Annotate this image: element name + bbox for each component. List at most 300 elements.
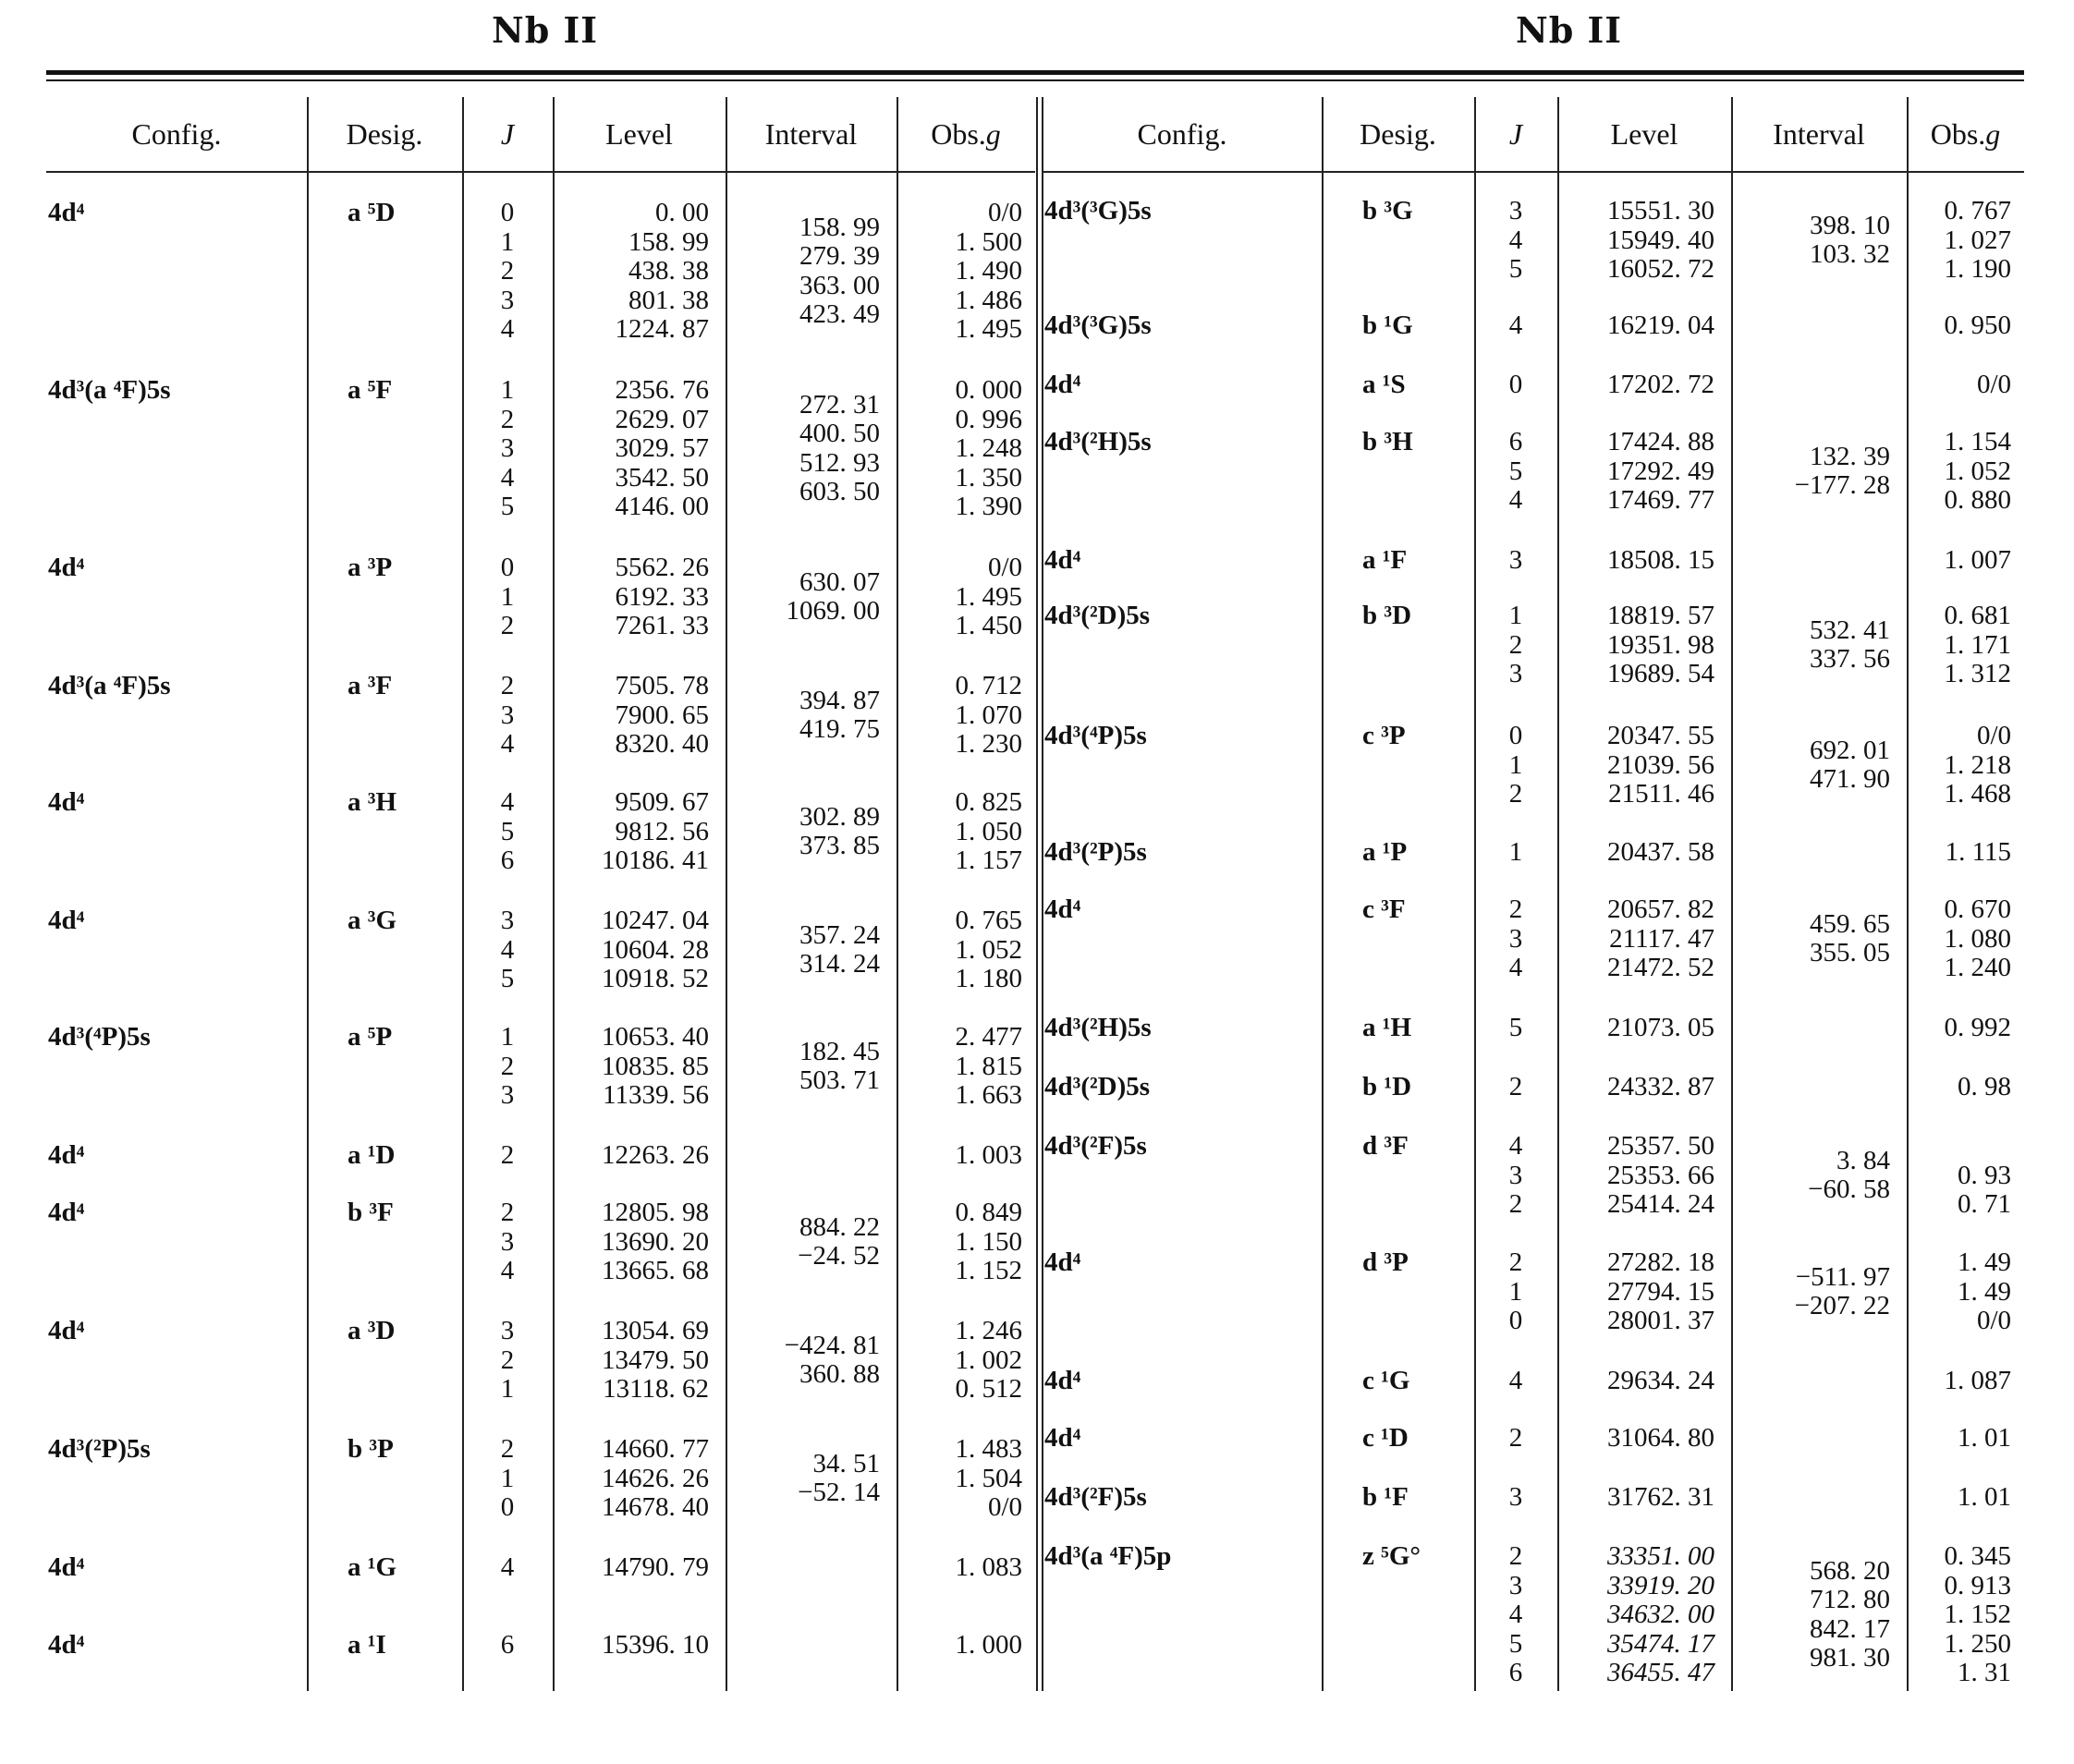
header-rule: [46, 171, 1035, 173]
obs-g-value: 1. 087: [1944, 1366, 2011, 1395]
interval-value: −24. 52: [798, 1241, 880, 1271]
designation-cell: a ¹D: [348, 1140, 396, 1170]
obs-g-value: 1. 486: [955, 285, 1022, 315]
j-value: 5: [1508, 254, 1523, 284]
level-value: 11339. 56: [603, 1080, 709, 1110]
j-value: 3: [1508, 923, 1523, 954]
interval-value: 279. 39: [799, 241, 880, 272]
level-value: 10247. 04: [602, 906, 709, 935]
config-cell: 4d⁴: [48, 1316, 85, 1345]
right-table-title: Nb II: [1516, 9, 1623, 51]
level-value: 31762. 31: [1607, 1482, 1714, 1512]
j-value: 3: [1508, 1160, 1523, 1190]
interval-value: 503. 71: [799, 1065, 880, 1096]
interval-value: 419. 75: [799, 714, 880, 745]
interval-value: −511. 97: [1795, 1261, 1890, 1292]
interval-value: 1069. 00: [786, 596, 880, 627]
designation-cell: d ³P: [1362, 1247, 1409, 1277]
level-value: 16219. 04: [1607, 310, 1714, 340]
obs-g-value: 1. 495: [955, 314, 1022, 344]
obs-g-value: 0/0: [987, 1492, 1022, 1522]
designation-cell: b ¹D: [1362, 1072, 1412, 1101]
j-value: 6: [500, 846, 515, 875]
column-header-j: J: [500, 116, 515, 151]
obs-g-value: 1. 007: [1944, 545, 2011, 575]
level-value: 19689. 54: [1607, 659, 1714, 688]
column-header-config: Config.: [1137, 116, 1227, 151]
interval-value: −60. 58: [1808, 1174, 1890, 1205]
level-value: 4146. 00: [615, 492, 709, 521]
j-value: 3: [500, 285, 515, 315]
designation-cell: a ³D: [348, 1316, 396, 1345]
j-value: 0: [1508, 721, 1523, 750]
level-value: 20347. 55: [1607, 721, 1714, 750]
j-value: 4: [500, 1256, 515, 1285]
level-value: 13690. 20: [602, 1226, 709, 1257]
j-value: 4: [500, 462, 515, 493]
level-value: 16052. 72: [1607, 254, 1714, 284]
j-value: 1: [1508, 837, 1523, 867]
config-cell: 4d⁴: [1044, 545, 1081, 575]
level-value: 21073. 05: [1607, 1013, 1714, 1042]
interval-value: 398. 10: [1810, 210, 1890, 240]
obs-g-value: 0. 712: [955, 671, 1022, 700]
level-value: 2629. 07: [615, 404, 709, 434]
j-value: 2: [1508, 1072, 1523, 1101]
obs-g-value: 0/0: [987, 198, 1022, 227]
level-value: 33919. 20: [1607, 1570, 1714, 1600]
j-value: 4: [500, 787, 515, 817]
j-value: 1: [1508, 749, 1523, 780]
interval-value: 302. 89: [799, 801, 880, 832]
level-value: 15396. 10: [602, 1630, 709, 1660]
column-header-level: Level: [1610, 116, 1678, 151]
level-value: 10604. 28: [602, 934, 709, 965]
obs-g-value: 1. 31: [1958, 1658, 2011, 1687]
obs-g-value: 1. 312: [1944, 659, 2011, 688]
config-cell: 4d⁴: [48, 1140, 85, 1170]
j-value: 4: [1508, 953, 1523, 982]
level-value: 12263. 26: [602, 1140, 709, 1170]
designation-cell: b ³D: [1362, 601, 1412, 630]
obs-g-value: 0/0: [1976, 1306, 2011, 1335]
obs-g-value: 1. 171: [1944, 629, 2011, 660]
interval-value: 182. 45: [799, 1036, 880, 1066]
level-value: 15551. 30: [1607, 196, 1714, 225]
config-cell: 4d³(²P)5s: [48, 1434, 151, 1464]
level-value: 21039. 56: [1607, 749, 1714, 780]
interval-value: 884. 22: [799, 1211, 880, 1242]
obs-g-value: 1. 504: [955, 1463, 1022, 1493]
top-double-rule-thick: [46, 70, 2024, 75]
config-cell: 4d⁴: [1044, 370, 1081, 399]
config-cell: 4d⁴: [48, 1198, 85, 1227]
obs-g-value: 1. 490: [955, 256, 1022, 286]
j-value: 3: [1508, 1482, 1523, 1512]
config-cell: 4d³(²D)5s: [1044, 1072, 1151, 1101]
level-value: 17469. 77: [1607, 485, 1714, 515]
obs-g-value: 0. 681: [1944, 601, 2011, 630]
level-value: 29634. 24: [1607, 1366, 1714, 1395]
j-value: 5: [500, 492, 515, 521]
level-value: 31064. 80: [1607, 1423, 1714, 1453]
j-value: 2: [1508, 1423, 1523, 1453]
j-value: 2: [500, 404, 515, 434]
obs-g-value: 1. 390: [955, 492, 1022, 521]
level-value: 12805. 98: [602, 1198, 709, 1227]
j-value: 3: [1508, 1570, 1523, 1600]
obs-g-value: 1. 815: [955, 1051, 1022, 1081]
obs-g-value: 1. 663: [955, 1080, 1022, 1110]
designation-cell: c ¹D: [1362, 1423, 1409, 1453]
level-value: 15949. 40: [1607, 225, 1714, 255]
obs-g-value: 1. 154: [1944, 427, 2011, 456]
level-value: 17292. 49: [1607, 456, 1714, 486]
config-cell: 4d³(²P)5s: [1044, 837, 1147, 867]
obs-g-value: 1. 240: [1944, 953, 2011, 982]
j-value: 2: [1508, 1247, 1523, 1277]
obs-g-value: 0. 93: [1958, 1160, 2011, 1190]
obs-g-value: 0. 849: [955, 1198, 1022, 1227]
level-value: 13054. 69: [602, 1316, 709, 1345]
header-rule: [1043, 171, 2024, 173]
level-value: 801. 38: [628, 285, 709, 315]
interval-value: 568. 20: [1810, 1555, 1890, 1586]
config-cell: 4d⁴: [1044, 1366, 1081, 1395]
designation-cell: a ³H: [348, 787, 397, 817]
j-value: 0: [1508, 370, 1523, 399]
config-cell: 4d⁴: [1044, 1247, 1081, 1277]
interval-value: 603. 50: [799, 477, 880, 507]
obs-g-value: 1. 250: [1944, 1628, 2011, 1659]
level-value: 27794. 15: [1607, 1276, 1714, 1307]
level-value: 10835. 85: [602, 1051, 709, 1081]
obs-g-value: 0. 880: [1944, 485, 2011, 515]
config-cell: 4d⁴: [48, 906, 85, 935]
designation-cell: b ³P: [348, 1434, 394, 1464]
obs-g-value: 1. 052: [1944, 456, 2011, 486]
j-value: 4: [1508, 1131, 1523, 1161]
level-value: 21117. 47: [1609, 923, 1714, 954]
interval-value: 394. 87: [799, 685, 880, 715]
config-cell: 4d⁴: [48, 198, 85, 227]
config-cell: 4d³(²H)5s: [1044, 1013, 1152, 1042]
j-value: 2: [1508, 894, 1523, 924]
level-value: 13479. 50: [602, 1344, 709, 1375]
obs-g-value: 1. 157: [955, 846, 1022, 875]
designation-cell: a ³G: [348, 906, 397, 935]
column-divider: [307, 97, 309, 1691]
designation-cell: a ¹P: [1362, 837, 1408, 867]
obs-g-value: 1. 152: [1944, 1600, 2011, 1629]
j-value: 3: [1508, 659, 1523, 688]
designation-cell: a ¹H: [1362, 1013, 1412, 1042]
config-cell: 4d³(²H)5s: [1044, 427, 1152, 456]
obs-g-value: 0/0: [987, 553, 1022, 582]
column-divider: [1322, 97, 1324, 1691]
column-header-interval: Interval: [764, 116, 858, 151]
j-value: 5: [1508, 1628, 1523, 1659]
designation-cell: a ⁵P: [348, 1022, 393, 1052]
level-value: 25357. 50: [1607, 1131, 1714, 1161]
j-value: 5: [500, 964, 515, 993]
interval-value: 132. 39: [1810, 441, 1890, 471]
config-cell: 4d³(²F)5s: [1044, 1482, 1147, 1512]
designation-cell: c ³P: [1362, 721, 1406, 750]
j-value: 4: [1508, 485, 1523, 515]
j-value: 3: [500, 906, 515, 935]
interval-value: 459. 65: [1810, 908, 1890, 939]
j-value: 0: [500, 198, 515, 227]
interval-value: 981. 30: [1810, 1643, 1890, 1673]
j-value: 6: [1508, 1658, 1523, 1687]
interval-value: 34. 51: [812, 1448, 880, 1478]
interval-value: 400. 50: [799, 419, 880, 449]
j-value: 2: [500, 1198, 515, 1227]
level-value: 10653. 40: [602, 1022, 709, 1052]
column-header-obs-g: Obs. g: [1930, 116, 2001, 151]
level-value: 14678. 40: [602, 1492, 709, 1522]
level-value: 21472. 52: [1607, 953, 1714, 982]
level-value: 20657. 82: [1607, 894, 1714, 924]
center-divider-b: [1042, 97, 1043, 1691]
j-value: 2: [500, 1051, 515, 1081]
level-value: 14790. 79: [602, 1552, 709, 1582]
designation-cell: a ¹S: [1362, 370, 1406, 399]
right-table: [1043, 97, 2024, 1696]
interval-value: 712. 80: [1810, 1585, 1890, 1615]
interval-value: 360. 88: [799, 1359, 880, 1390]
obs-g-value: 1. 052: [955, 934, 1022, 965]
j-value: 4: [1508, 1600, 1523, 1629]
j-value: 3: [500, 433, 515, 463]
config-cell: 4d³(⁴P)5s: [48, 1022, 151, 1052]
j-value: 2: [1508, 1541, 1523, 1571]
obs-g-value: 0/0: [1976, 721, 2011, 750]
j-value: 4: [500, 729, 515, 759]
center-divider-a: [1036, 97, 1038, 1691]
column-header-interval: Interval: [1773, 116, 1865, 151]
level-value: 14660. 77: [602, 1434, 709, 1464]
obs-g-value: 1. 080: [1944, 923, 2011, 954]
level-value: 2356. 76: [615, 375, 709, 405]
interval-value: 337. 56: [1810, 644, 1890, 675]
obs-g-value: 1. 248: [955, 433, 1022, 463]
designation-cell: d ³F: [1362, 1131, 1409, 1161]
level-value: 17424. 88: [1607, 427, 1714, 456]
column-header-j: J: [1508, 116, 1523, 151]
obs-g-value: 1. 150: [955, 1226, 1022, 1257]
obs-g-value: 1. 483: [955, 1434, 1022, 1464]
level-value: 18508. 15: [1607, 545, 1714, 575]
obs-g-value: 0. 98: [1958, 1072, 2011, 1101]
left-table-title: Nb II: [492, 9, 599, 51]
obs-g-value: 0. 345: [1944, 1541, 2011, 1571]
column-header-config: Config.: [131, 116, 222, 151]
j-value: 2: [1508, 779, 1523, 809]
level-value: 27282. 18: [1607, 1247, 1714, 1277]
config-cell: 4d³(a ⁴F)5s: [48, 671, 171, 700]
obs-g-value: 0. 825: [955, 787, 1022, 817]
config-cell: 4d³(²F)5s: [1044, 1131, 1147, 1161]
j-value: 4: [500, 314, 515, 344]
designation-cell: b ³H: [1362, 427, 1413, 456]
obs-g-value: 1. 01: [1958, 1423, 2011, 1453]
designation-cell: b ¹F: [1362, 1482, 1409, 1512]
level-value: 13665. 68: [602, 1256, 709, 1285]
j-value: 3: [1508, 196, 1523, 225]
obs-g-value: 1. 000: [955, 1630, 1022, 1660]
designation-cell: c ³F: [1362, 894, 1406, 924]
interval-value: 692. 01: [1810, 735, 1890, 765]
config-cell: 4d⁴: [1044, 1423, 1081, 1453]
j-value: 3: [500, 1226, 515, 1257]
interval-value: 363. 00: [799, 270, 880, 300]
j-value: 1: [500, 581, 515, 612]
level-value: 17202. 72: [1607, 370, 1714, 399]
obs-g-value: 1. 083: [955, 1552, 1022, 1582]
level-value: 21511. 46: [1608, 779, 1714, 809]
obs-g-value: 0. 000: [955, 375, 1022, 405]
column-header-desig: Desig.: [346, 116, 423, 151]
interval-value: 842. 17: [1810, 1613, 1890, 1644]
left-table: [46, 97, 1040, 1696]
interval-value: 355. 05: [1810, 938, 1890, 968]
column-header-desig: Desig.: [1360, 116, 1436, 151]
j-value: 0: [500, 553, 515, 582]
interval-value: −424. 81: [784, 1330, 880, 1360]
obs-g-value: 1. 468: [1944, 779, 2011, 809]
j-value: 2: [500, 1140, 515, 1170]
obs-g-value: 1. 49: [1958, 1247, 2011, 1277]
j-value: 2: [1508, 629, 1523, 660]
interval-value: 3. 84: [1836, 1145, 1890, 1175]
interval-value: 272. 31: [799, 389, 880, 420]
obs-g-value: 1. 01: [1958, 1482, 2011, 1512]
config-cell: 4d⁴: [48, 1552, 85, 1582]
obs-g-value: 0. 996: [955, 404, 1022, 434]
j-value: 5: [1508, 1013, 1523, 1042]
j-value: 2: [500, 1434, 515, 1464]
level-value: 19351. 98: [1607, 629, 1714, 660]
designation-cell: a ¹G: [348, 1552, 397, 1582]
obs-g-value: 1. 190: [1944, 254, 2011, 284]
level-value: 5562. 26: [615, 553, 709, 582]
interval-value: 423. 49: [799, 299, 880, 330]
level-value: 28001. 37: [1607, 1306, 1714, 1335]
obs-g-value: 1. 49: [1958, 1276, 2011, 1307]
obs-g-value: 1. 495: [955, 581, 1022, 612]
j-value: 4: [1508, 1366, 1523, 1395]
level-value: 35474. 17: [1607, 1628, 1714, 1659]
config-cell: 4d⁴: [1044, 894, 1081, 924]
j-value: 5: [500, 816, 515, 846]
j-value: 2: [500, 671, 515, 700]
obs-g-value: 1. 070: [955, 700, 1022, 730]
obs-g-value: 2. 477: [955, 1022, 1022, 1052]
level-value: 9812. 56: [615, 816, 709, 846]
column-header-level: Level: [605, 116, 673, 151]
j-value: 5: [1508, 456, 1523, 486]
designation-cell: a ⁵D: [348, 198, 396, 227]
level-value: 25353. 66: [1607, 1160, 1714, 1190]
j-value: 3: [1508, 545, 1523, 575]
j-value: 4: [500, 934, 515, 965]
level-value: 10918. 52: [602, 964, 709, 993]
j-value: 1: [1508, 601, 1523, 630]
obs-g-value: 0. 71: [1958, 1189, 2011, 1219]
obs-g-value: 1. 230: [955, 729, 1022, 759]
j-value: 2: [1508, 1189, 1523, 1219]
obs-g-value: 1. 500: [955, 226, 1022, 257]
top-double-rule-thin: [46, 79, 2024, 81]
interval-value: −177. 28: [1794, 470, 1890, 501]
obs-g-value: 0/0: [1976, 370, 2011, 399]
level-value: 10186. 41: [602, 846, 709, 875]
obs-g-value: 1. 002: [955, 1344, 1022, 1375]
obs-g-value: 0. 950: [1944, 310, 2011, 340]
level-value: 3542. 50: [615, 462, 709, 493]
interval-value: 471. 90: [1810, 764, 1890, 795]
level-value: 438. 38: [628, 256, 709, 286]
j-value: 1: [500, 1374, 515, 1404]
level-value: 0. 00: [655, 198, 709, 227]
config-cell: 4d³(a ⁴F)5p: [1044, 1541, 1172, 1571]
designation-cell: a ⁵F: [348, 375, 393, 405]
obs-g-value: 1. 003: [955, 1140, 1022, 1170]
config-cell: 4d³(³G)5s: [1044, 310, 1152, 340]
obs-g-value: 1. 027: [1944, 225, 2011, 255]
designation-cell: b ¹G: [1362, 310, 1413, 340]
obs-g-value: 0. 913: [1944, 1570, 2011, 1600]
level-value: 20437. 58: [1607, 837, 1714, 867]
j-value: 1: [1508, 1276, 1523, 1307]
j-value: 3: [500, 700, 515, 730]
j-value: 1: [500, 375, 515, 405]
interval-value: 512. 93: [799, 447, 880, 478]
level-value: 8320. 40: [615, 729, 709, 759]
level-value: 33351. 00: [1607, 1541, 1714, 1571]
j-value: 6: [1508, 427, 1523, 456]
column-divider: [1731, 97, 1733, 1691]
level-value: 1224. 87: [615, 314, 709, 344]
obs-g-value: 0. 512: [955, 1374, 1022, 1404]
interval-value: 158. 99: [799, 212, 880, 242]
level-value: 6192. 33: [615, 581, 709, 612]
obs-g-value: 0. 670: [1944, 894, 2011, 924]
level-value: 7900. 65: [615, 700, 709, 730]
obs-g-value: 0. 992: [1944, 1013, 2011, 1042]
interval-value: 314. 24: [799, 949, 880, 979]
interval-value: 532. 41: [1810, 614, 1890, 645]
designation-cell: a ³P: [348, 553, 393, 582]
j-value: 1: [500, 226, 515, 257]
j-value: 0: [500, 1492, 515, 1522]
config-cell: 4d³(a ⁴F)5s: [48, 375, 171, 405]
interval-value: −52. 14: [798, 1478, 880, 1508]
designation-cell: b ³F: [348, 1198, 394, 1227]
obs-g-value: 1. 115: [1945, 837, 2011, 867]
j-value: 4: [500, 1552, 515, 1582]
designation-cell: a ³F: [348, 671, 393, 700]
obs-g-value: 0. 765: [955, 906, 1022, 935]
interval-value: 373. 85: [799, 831, 880, 861]
designation-cell: c ¹G: [1362, 1366, 1410, 1395]
config-cell: 4d⁴: [48, 1630, 85, 1660]
config-cell: 4d⁴: [48, 787, 85, 817]
obs-g-value: 1. 246: [955, 1316, 1022, 1345]
level-value: 36455. 47: [1607, 1658, 1714, 1687]
